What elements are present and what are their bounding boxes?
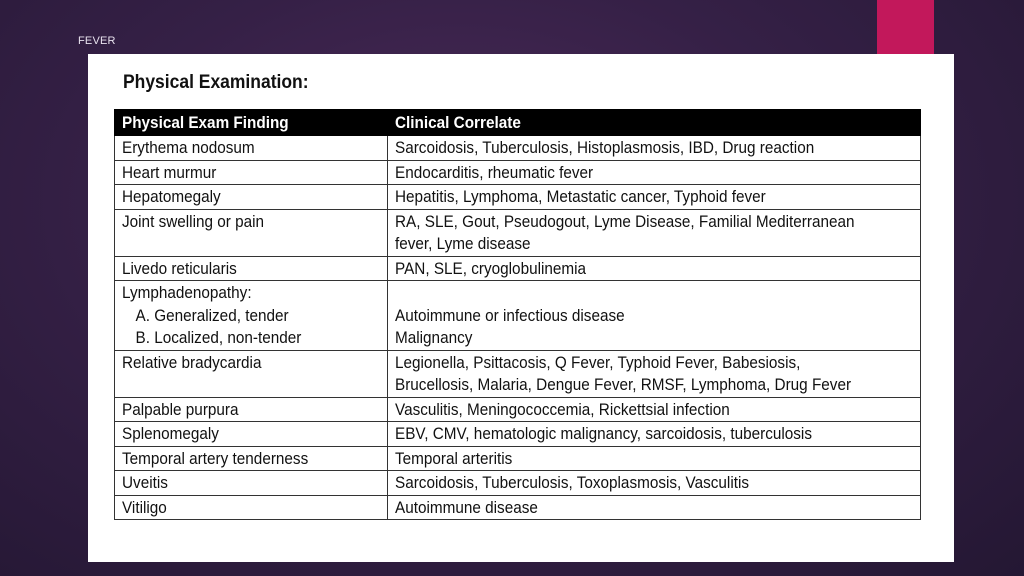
correlate-cell: Hepatitis, Lymphoma, Metastatic cancer, Typhoid fever: [388, 185, 921, 210]
accent-bar: [877, 0, 934, 54]
finding-cell: Joint swelling or pain: [115, 209, 388, 256]
table-row: [115, 160, 921, 185]
column-header-correlate: Clinical Correlate: [388, 110, 921, 136]
correlate-cell: EBV, CMV, hematologic malignancy, sarcoidosis, tuberculosis: [388, 422, 921, 447]
table-row: [115, 446, 921, 471]
finding-cell: Uveitis: [115, 471, 388, 496]
finding-cell: Splenomegaly: [115, 422, 388, 447]
table-row: [115, 495, 921, 520]
table-row: [115, 209, 921, 256]
table-row: [115, 422, 921, 447]
table-row: [115, 256, 921, 281]
table-row: [115, 350, 921, 397]
correlate-cell: Autoimmune disease: [388, 495, 921, 520]
exam-table: [114, 109, 921, 520]
table-row: [115, 136, 921, 161]
finding-cell: Erythema nodosum: [115, 136, 388, 161]
correlate-cell: Sarcoidosis, Tuberculosis, Histoplasmosis, IBD, Drug reaction: [388, 136, 921, 161]
table-row: [115, 471, 921, 496]
table-header-row: [115, 110, 921, 136]
correlate-cell: Legionella, Psittacosis, Q Fever, Typhoid Fever, Babesiosis, Brucellosis, Malaria, Dengue Fever, RMSF, Lymphoma, Drug Fever: [388, 350, 921, 397]
finding-subitem: B. Localized, non-tender: [135, 328, 302, 347]
finding-cell: Relative bradycardia: [115, 350, 388, 397]
correlate-cell: RA, SLE, Gout, Pseudogout, Lyme Disease, Familial Mediterranean fever, Lyme disease: [388, 209, 921, 256]
finding-subitem: A. Generalized, tender: [135, 305, 289, 325]
correlate-cell: Temporal arteritis: [388, 446, 921, 471]
column-header-finding: Physical Exam Finding: [115, 110, 388, 136]
table-row: [115, 397, 921, 422]
finding-cell: Palpable purpura: [115, 397, 388, 422]
correlate-cell: Autoimmune or infectious disease Malignancy: [388, 281, 921, 351]
correlate-cell: Vasculitis, Meningococcemia, Rickettsial infection: [388, 397, 921, 422]
sheet-heading: Physical Examination:: [123, 72, 309, 93]
table-row: [115, 185, 921, 210]
correlate-cell: Sarcoidosis, Tuberculosis, Toxoplasmosis, Vasculitis: [388, 471, 921, 496]
correlate-cell: PAN, SLE, cryoglobulinemia: [388, 256, 921, 281]
correlate-cell: Endocarditis, rheumatic fever: [388, 160, 921, 185]
finding-cell: Temporal artery tenderness: [115, 446, 388, 471]
finding-cell: Heart murmur: [115, 160, 388, 185]
slide-title: FEVER: [78, 35, 116, 47]
finding-cell: Livedo reticularis: [115, 256, 388, 281]
exam-table-image: [88, 54, 954, 562]
finding-cell: Vitiligo: [115, 495, 388, 520]
finding-cell: Lymphadenopathy: A. Generalized, tender B. Localized, non-tender: [115, 281, 388, 351]
finding-cell: Hepatomegaly: [115, 185, 388, 210]
table-row: [115, 281, 921, 351]
